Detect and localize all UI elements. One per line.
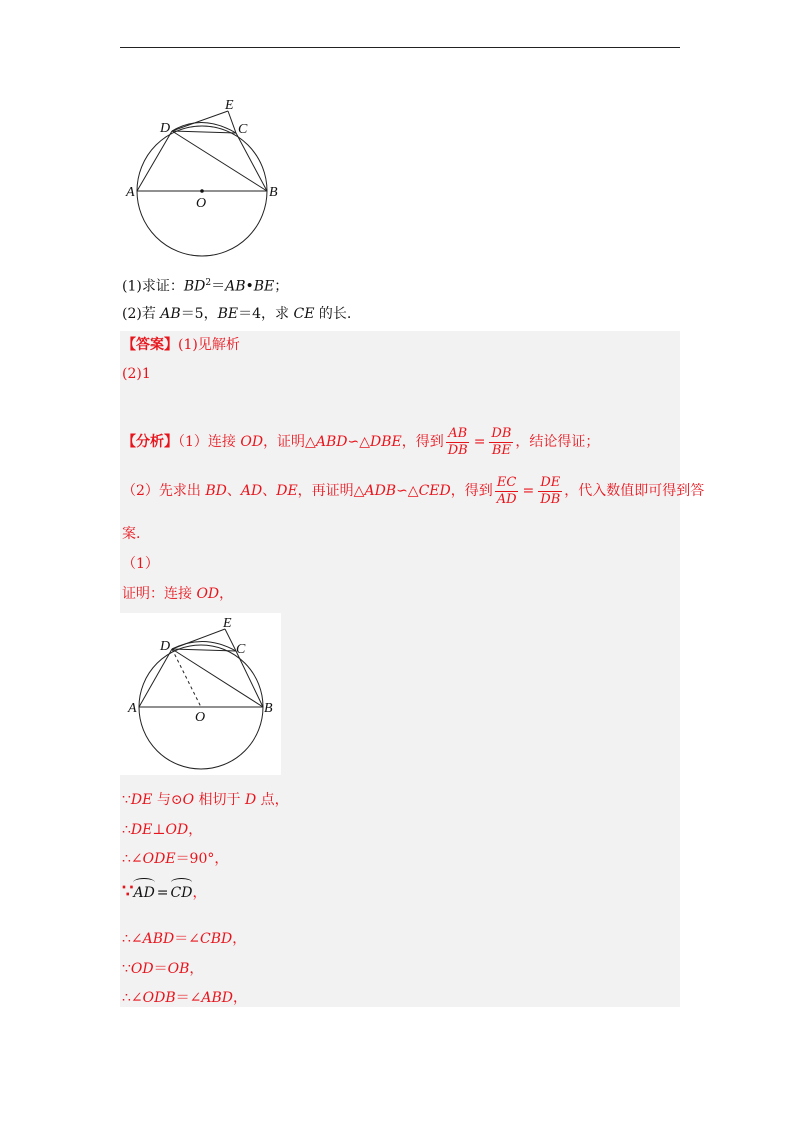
proof-intro: 证明：连接 OD，: [122, 586, 234, 602]
label-E: E: [223, 616, 232, 631]
proof-step-6: ∵OD＝OB，: [122, 961, 204, 977]
label-C: C: [236, 642, 246, 657]
label-B: B: [264, 701, 273, 716]
label-D: D: [160, 639, 171, 654]
label-A: A: [126, 185, 135, 200]
fraction: $\frac{DB}{BE}$: [491, 425, 512, 458]
analysis-line-1: 【分析】（1）连接 OD，证明△ABD∽△DBE，得到 $\frac{AB}{DB}$ = $\frac{DB}{BE}$ ，结论得证；: [122, 425, 600, 458]
label-D: D: [160, 121, 171, 136]
proof-step-2: ∴DE⊥OD，: [122, 822, 203, 838]
label-A: A: [128, 701, 137, 716]
proof-step-5: ∴∠ABD＝∠CBD，: [122, 931, 247, 947]
question-part-2: (2)若 AB＝5，BE＝4，求 CE 的长.: [122, 306, 352, 322]
label-E: E: [225, 98, 234, 113]
fraction: $\frac{DE}{DB}$: [540, 474, 561, 507]
label-O: O: [196, 196, 207, 211]
proof-step-7: ∴∠ODB＝∠ABD，: [122, 990, 247, 1006]
answer-part-1: 【答案】(1)见解析: [122, 337, 240, 353]
label-O: O: [195, 710, 206, 725]
proof-step-3: ∴∠ODE＝90°，: [122, 851, 229, 867]
fraction: $\frac{EC}{AD}$: [496, 474, 517, 507]
arc-AD: AD: [133, 885, 155, 901]
label-B: B: [269, 185, 278, 200]
answer-part-2: (2)1: [122, 366, 151, 382]
analysis-line-3: 案.: [122, 526, 141, 542]
solution-step-label: （1）: [122, 556, 159, 572]
geometry-figure-1: [122, 95, 292, 265]
question-part-1: (1)求证：$BD^2=AB•BE$；: [122, 278, 289, 295]
label-C: C: [238, 122, 248, 137]
fraction: $\frac{AB}{DB}$: [447, 425, 468, 458]
proof-step-1: ∵DE 与⊙O 相切于 D 点，: [122, 792, 289, 808]
header-rule: [120, 47, 680, 48]
geometry-figure-2: [122, 613, 280, 773]
arc-CD: CD: [170, 885, 193, 901]
analysis-line-2: （2）先求出 BD、AD、DE，再证明△ADB∽△CED，得到 $\frac{EC}{AD}$ = $\frac{DE}{DB}$ ，代入数值即可得到答: [122, 474, 705, 507]
proof-step-4: ∵AD = CD，: [122, 881, 207, 902]
